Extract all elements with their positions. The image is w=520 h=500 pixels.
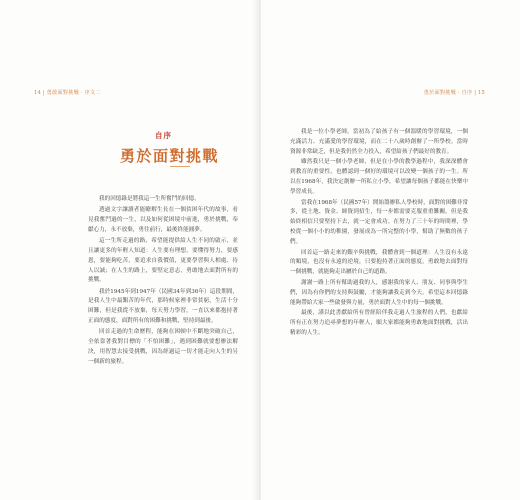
left-paragraph: 透過文字讓讀者能瞭解生長在一個貧困年代的故事，看見我奮鬥過的一生，以及如何從困境中前進，勇於挑戰，奉獻心力，永不放棄，勇往前行，最後終能圓夢。 — [88, 207, 238, 233]
right-body-text — [290, 128, 468, 340]
title-rule — [170, 166, 190, 167]
running-head-right: 勇於面對挑戰 · 自序 | 15 — [423, 90, 485, 96]
running-head-left: 14 | 勇敢面對挑戰 · 序文二 — [34, 90, 101, 96]
right-paragraph: 當我在1968年（民國57年）開始籌辦私人學校時，面對的困難非常多，從土地、資金、師資到招生，每一步都需要克服重重難關。但是我始終相信只要堅持下去，就一定會成功。在努力了三十年的時間裡，學校從一個小小的幼稚園，發展成為一所完整的小學，幫助了無數的孩子們。 — [290, 199, 468, 245]
section-label: 自序 — [155, 131, 172, 140]
left-paragraph: 這一生所走過的路，希望能提供給人生不同的啟示，並且讓更多的年輕人知道：人生要有理想，要懂得努力，要感恩，要能夠吃苦，要追求自我價值，更要學習與人相處、待人以誠；在人生的路上，要堅定意志，勇敢地去面對所有的挑戰。 — [88, 238, 238, 284]
right-paragraph: 最後，謹以此書獻給所有曾經陪伴我走過人生旅程的人們，也獻給所有正在努力追尋夢想的年輕人，願大家都能夠勇敢地面對挑戰，活出精彩的人生。 — [290, 310, 468, 336]
left-paragraph: 我於1945年到1947年（民國34年到36年）這段期間，是我人生中最艱苦的年代，那時候家裡非常貧窮，生活十分困難，但是我從不放棄，每天努力學習，一直以來都抱持著正面的態度，面對所有的困難和挑戰，堅持到最後。 — [88, 288, 238, 325]
left-paragraph: 回首走過的生命歷程，能夠在困頓中不斷地突破自己，全依靠著我對目標的「不怕困難」，遇到困難就要想辦法解決，用智慧去接受挑戰，因為經過這一切才能走向人生的另一個新的旅程。 — [88, 329, 238, 365]
left-page — [0, 0, 259, 500]
left-body-text — [88, 195, 238, 369]
right-paragraph: 謝謝一路上所有幫助過我的人，感謝我的家人、朋友、同事與學生們，因為有你們的支持與鼓勵，才能夠讓我走到今天。希望這本回憶錄能夠帶給大家一些啟發與力量，勇於面對人生中的每一個挑戰。 — [290, 279, 468, 306]
right-paragraph: 雖然我只是一個小學老師，但是在小學的教學過程中，我深深體會到教育的重要性，也體認到一個好的環境可以改變一個孩子的一生。所以在1968年，我決定創辦一所私立小學，希望讓每個孩子都能在快樂中學習成長。 — [290, 159, 468, 195]
right-paragraph: 回首這一路走來的艱辛與挑戰，我體會到一個道理：人生沒有永遠的順境，也沒有永遠的逆境，只要抱持著正面的態度，勇敢地去面對每一個挑戰，就能夠走出屬於自己的道路。 — [290, 249, 468, 276]
chapter-title: 勇於面對挑戰 — [120, 147, 220, 165]
left-paragraph: 我的回憶錄是將我這一生所奮鬥的回憶。 — [99, 196, 200, 202]
right-paragraph: 我是一位小學老師，當初為了給孩子有一個溫暖的學習環境，一個充滿活力、充滿愛的學習環境，而在二十八歲時創辦了一所學校。當時資源非常缺乏，但是我仍然全力投入，希望給孩子們最好的教育。 — [290, 129, 468, 155]
